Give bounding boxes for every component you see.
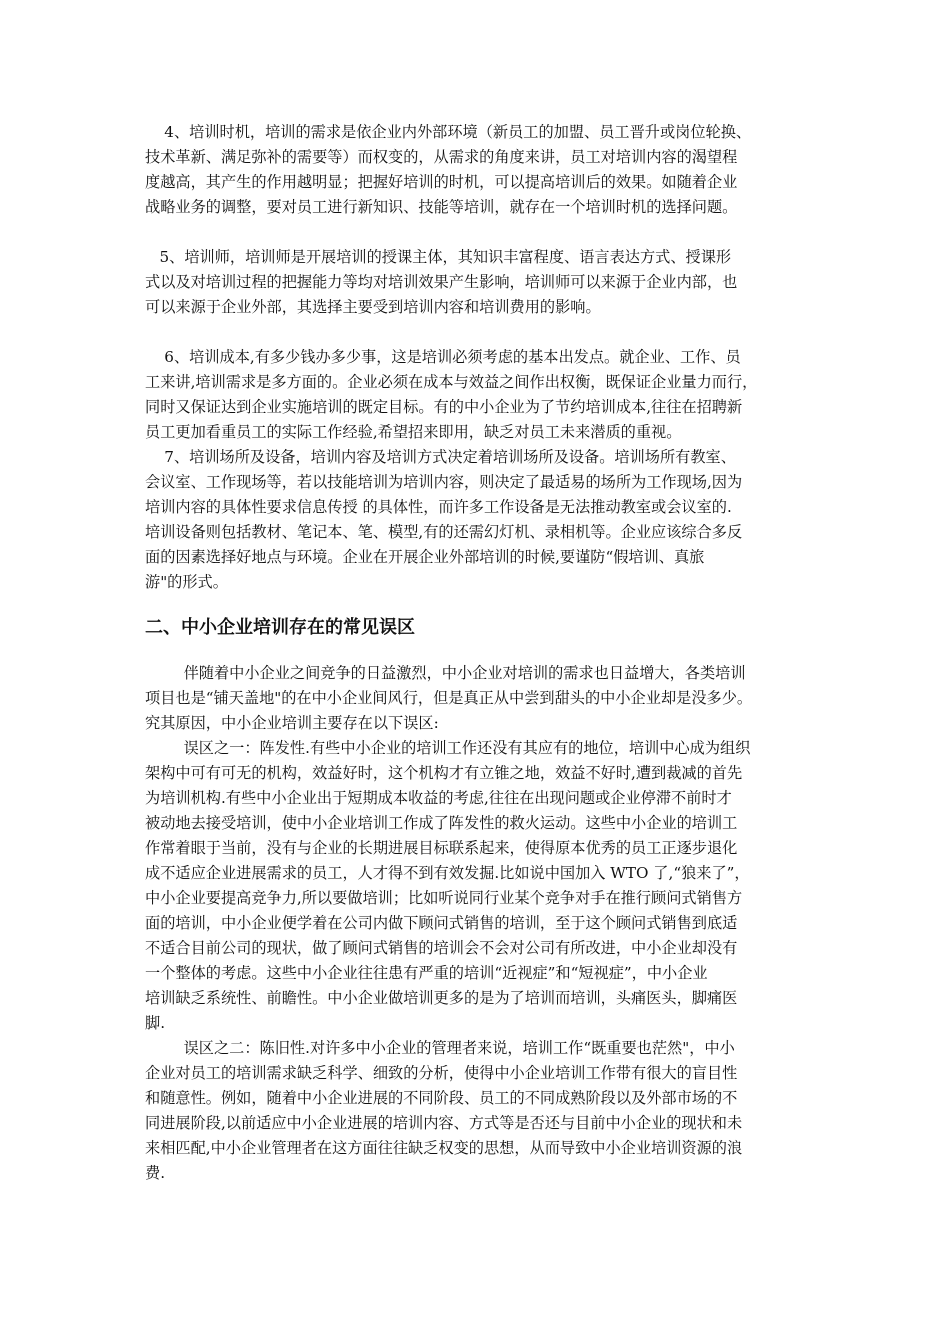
text-line: 面的培训，中小企业便学着在公司内做下顾问式销售的培训，至于这个顾问式销售到底适	[145, 914, 738, 932]
text-line: 度越高，其产生的作用越明显；把握好培训的时机，可以提高培训后的效果。如随着企业	[145, 173, 738, 191]
section-gap	[145, 641, 821, 661]
text-line: 培训内容的具体性要求信息传授 的具体性，而许多工作设备是无法推动教室或会议室的.	[145, 498, 732, 516]
paragraph-trainer	[145, 245, 821, 320]
text-line: 究其原因，中小企业培训主要存在以下误区:	[145, 714, 439, 732]
text-line: 误区之一：阵发性.有些中小企业的培训工作还没有其应有的地位，培训中心成为组织	[145, 739, 751, 757]
paragraph-myth-one	[145, 736, 821, 1036]
text-line: 技术革新、满足弥补的需要等）而权变的，从需求的角度来讲，员工对培训内容的渴望程	[145, 148, 738, 166]
section-heading: 二、中小企业培训存在的常见误区	[145, 617, 415, 638]
text-line: 4、培训时机，培训的需求是依企业内外部环境（新员工的加盟、员工晋升或岗位轮换、	[145, 123, 752, 141]
text-line: 员工更加看重员工的实际工作经验,希望招来即用，缺乏对员工未来潜质的重视。	[145, 423, 682, 441]
text-line: 面的因素选择好地点与环境。企业在开展企业外部培训的时候,要谨防“假培训、真旅	[145, 548, 705, 566]
text-line: 式以及对培训过程的把握能力等均对培训效果产生影响，培训师可以来源于企业内部，也	[145, 273, 738, 291]
paragraph-intro	[145, 661, 821, 736]
paragraph-training-timing	[145, 120, 821, 220]
text-line: 企业对员工的培训需求缺乏科学、细致的分析，使得中小企业培训工作带有很大的盲目性	[145, 1064, 738, 1082]
paragraph-gap	[145, 320, 821, 345]
paragraph-gap	[145, 220, 821, 245]
paragraph-myth-two	[145, 1036, 821, 1186]
text-line: 来相匹配,中小企业管理者在这方面往往缺乏权变的思想，从而导致中小企业培训资源的浪	[145, 1139, 743, 1157]
text-line: 6、培训成本,有多少钱办多少事，这是培训必须考虑的基本出发点。就企业、工作、员	[145, 348, 741, 366]
text-line: 同时又保证达到企业实施培训的既定目标。有的中小企业为了节约培训成本,往往在招聘新	[145, 398, 743, 416]
text-line: 同进展阶段,以前适应中小企业进展的培训内容、方式等是否还与目前中小企业的现状和未	[145, 1114, 743, 1132]
text-line: 可以来源于企业外部，其选择主要受到培训内容和培训费用的影响。	[145, 298, 601, 316]
text-line: 项目也是“铺天盖地"的在中小企业间风行，但是真正从中尝到甜头的中小企业却是没多少。	[145, 689, 753, 707]
text-line: 费.	[145, 1164, 166, 1182]
text-line: 成不适应企业进展需求的员工，人才得不到有效发掘.比如说中国加入 WTO 了,“狼来了”，	[145, 864, 750, 882]
text-line: 会议室、工作现场等，若以技能培训为培训内容，则决定了最适易的场所为工作现场,因为	[145, 473, 743, 491]
text-line: 和随意性。例如，随着中小企业进展的不同阶段、员工的不同成熟阶段以及外部市场的不	[145, 1089, 738, 1107]
text-line: 游"的形式。	[145, 573, 228, 591]
text-line: 5、培训师，培训师是开展培训的授课主体，其知识丰富程度、语言表达方式、授课形	[145, 248, 732, 266]
text-line: 工来讲,培训需求是多方面的。企业必须在成本与效益之间作出权衡，既保证企业量力而行，	[145, 373, 758, 391]
text-line: 架构中可有可无的机构，效益好时，这个机构才有立锥之地，效益不好时,遭到裁减的首先	[145, 764, 743, 782]
text-line: 误区之二：陈旧性.对许多中小企业的管理者来说，培训工作“既重要也茫然"，中小	[145, 1039, 735, 1057]
text-line: 伴随着中小企业之间竞争的日益激烈，中小企业对培训的需求也日益增大，各类培训	[145, 664, 746, 682]
document-body	[145, 120, 821, 1186]
text-line: 作常着眼于当前，没有与企业的长期进展目标联系起来，使得原本优秀的员工正逐步退化	[145, 839, 738, 857]
section-gap	[145, 595, 821, 615]
text-line: 脚.	[145, 1014, 166, 1032]
text-line: 中小企业要提高竞争力,所以要做培训；比如听说同行业某个竞争对手在推行顾问式销售方	[145, 889, 743, 907]
text-line: 不适合目前公司的现状，做了顾问式销售的培训会不会对公司有所改进，中小企业却没有	[145, 939, 738, 957]
text-line: 培训设备则包括教材、笔记本、笔、模型,有的还需幻灯机、录相机等。企业应该综合多反	[145, 523, 743, 541]
paragraph-training-cost	[145, 345, 821, 445]
paragraph-training-venue	[145, 445, 821, 595]
text-line: 培训缺乏系统性、前瞻性。中小企业做培训更多的是为了培训而培训，头痛医头，脚痛医	[145, 989, 738, 1007]
text-line: 为培训机构.有些中小企业出于短期成本收益的考虑,往往在出现问题或企业停滞不前时才	[145, 789, 732, 807]
text-line: 战略业务的调整，要对员工进行新知识、技能等培训，就存在一个培训时机的选择问题。	[145, 198, 738, 216]
text-line: 一个整体的考虑。这些中小企业往往患有严重的培训“近视症”和“短视症”，中小企业	[145, 964, 708, 982]
text-line: 被动地去接受培训，使中小企业培训工作成了阵发性的救火运动。这些中小企业的培训工	[145, 814, 738, 832]
text-line: 7、培训场所及设备，培训内容及培训方式决定着培训场所及设备。培训场所有教室、	[145, 448, 736, 466]
